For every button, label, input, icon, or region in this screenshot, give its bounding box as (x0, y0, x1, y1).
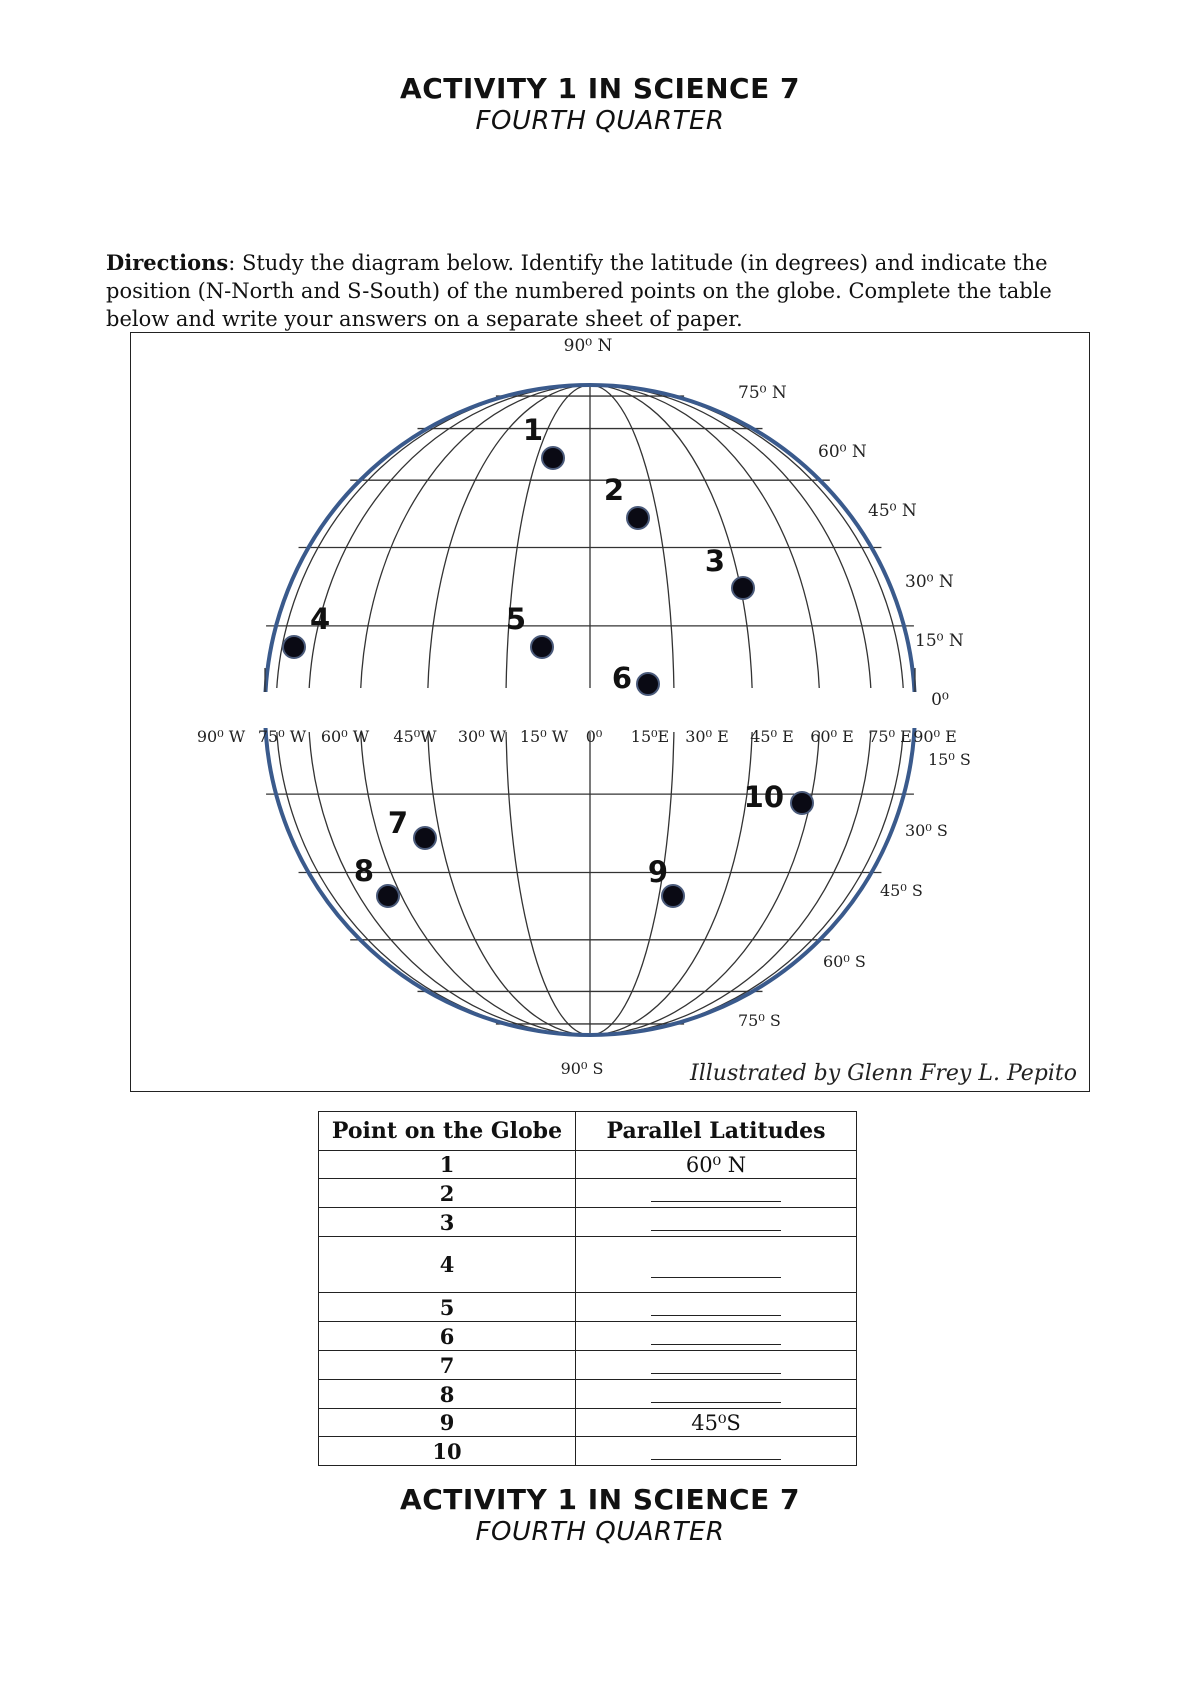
point-marker (377, 885, 399, 907)
footer-subtitle: FOURTH QUARTER (475, 1517, 725, 1547)
latitude-cell (576, 1293, 857, 1322)
point-label: 2 (603, 473, 624, 507)
illustrator-credit: Illustrated by Glenn Frey L. Pepito (690, 1061, 1077, 1086)
longitude-label: 0⁰ (585, 727, 603, 746)
point-label: 4 (310, 602, 331, 636)
latitude-cell (576, 1237, 857, 1293)
latitude-label: 30⁰ N (905, 572, 954, 592)
latitude-label: 60⁰ S (823, 952, 866, 971)
point-label: 9 (647, 855, 668, 889)
latitude-label: 45⁰ N (868, 501, 917, 521)
latitude-cell (576, 1208, 857, 1237)
latitude-label: 30⁰ S (905, 821, 948, 840)
answer-blank[interactable] (651, 1351, 781, 1374)
latitude-cell (576, 1437, 857, 1466)
answer-blank[interactable] (651, 1437, 781, 1460)
directions-label: Directions (106, 250, 229, 275)
answer-blank[interactable] (651, 1322, 781, 1345)
table-row (319, 1293, 857, 1322)
point-label: 3 (704, 544, 725, 578)
table-row (319, 1409, 857, 1437)
answer-blank[interactable] (651, 1208, 781, 1231)
page-subtitle: FOURTH QUARTER (475, 106, 725, 136)
table-row (319, 1437, 857, 1466)
page-title: ACTIVITY 1 IN SCIENCE 7 (400, 72, 800, 105)
latitude-cell (576, 1380, 857, 1409)
latitude-label: 90⁰ N (563, 336, 613, 356)
table-row (319, 1380, 857, 1409)
point-label: 7 (387, 806, 408, 840)
table-row (319, 1237, 857, 1293)
latitude-cell: 60⁰ N (576, 1151, 857, 1179)
latitude-cell (576, 1179, 857, 1208)
table-row (319, 1179, 857, 1208)
latitude-label: 0⁰ (931, 690, 949, 710)
latitude-cell (576, 1351, 857, 1380)
point-cell: 10 (319, 1437, 576, 1466)
longitude-label: 30⁰ E (685, 727, 729, 746)
longitude-label: 15⁰E (630, 727, 670, 746)
point-cell: 3 (319, 1208, 576, 1237)
point-cell: 2 (319, 1179, 576, 1208)
footer-title: ACTIVITY 1 IN SCIENCE 7 (400, 1483, 800, 1516)
longitude-label: 60⁰ E (810, 727, 854, 746)
point-marker (791, 792, 813, 814)
point-label: 8 (353, 854, 374, 888)
longitude-label: 90⁰ W (196, 727, 246, 746)
answer-blank[interactable] (651, 1293, 781, 1316)
table-row (319, 1151, 857, 1179)
latitude-cell: 45⁰S (576, 1409, 857, 1437)
point-label: 6 (611, 661, 632, 695)
table-row (319, 1351, 857, 1380)
latitude-label: 75⁰ N (738, 383, 787, 403)
longitude-label: 60⁰ W (320, 727, 370, 746)
point-cell: 8 (319, 1380, 576, 1409)
latitude-label: 45⁰ S (880, 881, 923, 900)
point-cell: 9 (319, 1409, 576, 1437)
answer-blank[interactable] (651, 1380, 781, 1403)
latitude-label: 75⁰ S (738, 1011, 781, 1030)
point-marker (531, 636, 553, 658)
longitude-label: 75⁰ E (868, 727, 912, 746)
header-latitude: Parallel Latitudes (576, 1112, 857, 1151)
directions-text: : Study the diagram below. Identify the latitude (in degrees) and indicate the position (N-North and S-South) of the numbered points on the globe. Complete the table below and write your answers on a separate sheet of paper. (106, 251, 1052, 331)
point-cell: 4 (319, 1237, 576, 1293)
point-label: 5 (505, 602, 526, 636)
answer-table (318, 1111, 857, 1466)
longitude-label: 45⁰ E (750, 727, 794, 746)
latitude-label: 15⁰ S (928, 750, 971, 769)
point-marker (414, 827, 436, 849)
point-cell: 6 (319, 1322, 576, 1351)
table-row (319, 1208, 857, 1237)
point-marker (627, 507, 649, 529)
table-header-row (319, 1112, 857, 1151)
answer-blank[interactable] (651, 1255, 781, 1278)
equator-band (255, 692, 925, 728)
point-cell: 7 (319, 1351, 576, 1380)
point-marker (637, 673, 659, 695)
latitude-label: 90⁰ S (560, 1059, 604, 1078)
longitude-label: 30⁰ W (457, 727, 507, 746)
point-marker (283, 636, 305, 658)
point-marker (732, 577, 754, 599)
point-marker (542, 447, 564, 469)
point-label: 1 (522, 413, 543, 447)
header-point: Point on the Globe (319, 1112, 576, 1151)
longitude-label: 75⁰ W (257, 727, 307, 746)
longitude-label: 45⁰W (393, 727, 437, 746)
latitude-cell (576, 1322, 857, 1351)
point-cell: 5 (319, 1293, 576, 1322)
answer-blank[interactable] (651, 1179, 781, 1202)
longitude-label: 15⁰ W (519, 727, 569, 746)
point-cell: 1 (319, 1151, 576, 1179)
table-row (319, 1322, 857, 1351)
latitude-label: 15⁰ N (915, 631, 964, 651)
point-label: 10 (743, 780, 784, 814)
latitude-label: 60⁰ N (818, 442, 867, 462)
longitude-label: 90⁰ E (913, 727, 957, 746)
